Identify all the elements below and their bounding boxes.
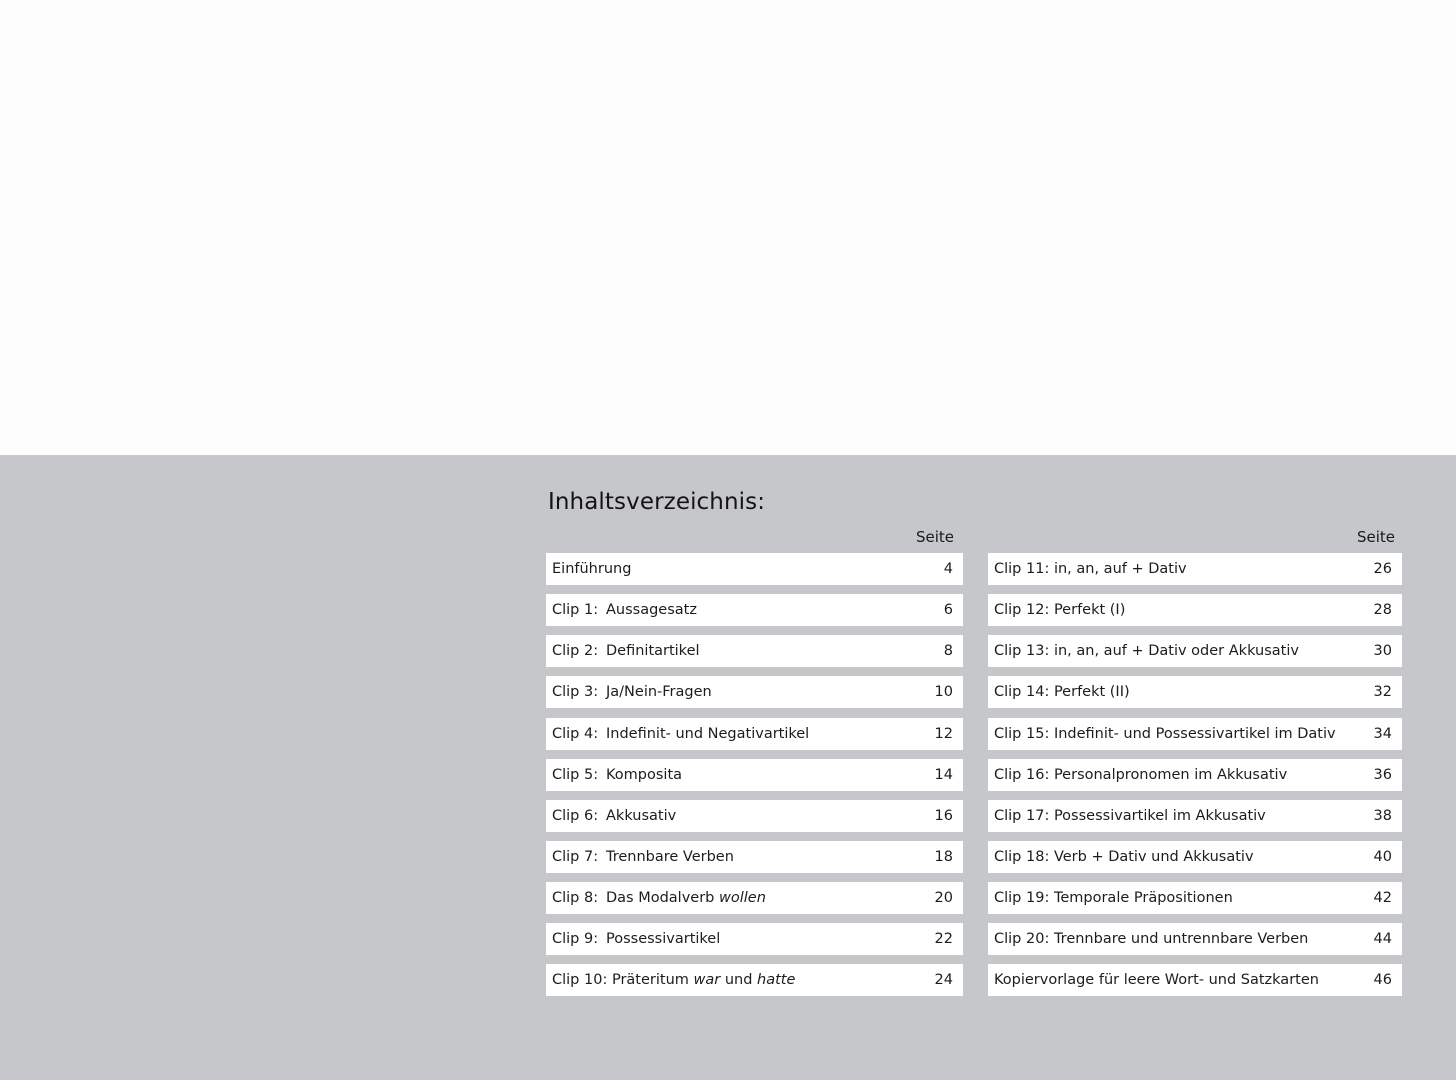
seite-label-right: Seite xyxy=(1357,528,1396,546)
toc-entry-label-text: Trennbare und untrennbare Verben xyxy=(1053,931,1309,948)
toc-page-number: 8 xyxy=(943,643,953,660)
toc-clip-number: Clip 7: xyxy=(552,848,599,865)
toc-entry-label xyxy=(1049,684,1366,700)
toc-entry-label xyxy=(1049,602,1366,618)
toc-row[interactable] xyxy=(546,594,963,626)
toc-entry-label xyxy=(1049,643,1366,659)
toc-entry-label-text: in, an, auf + Dativ xyxy=(1053,561,1187,577)
toc-page-number: 40 xyxy=(1373,848,1392,865)
toc-entry-label: Trennbare Verben xyxy=(606,848,734,865)
toc-row[interactable] xyxy=(988,676,1402,708)
toc-entry-label xyxy=(1049,931,1366,947)
toc-row[interactable] xyxy=(988,718,1402,750)
toc-row[interactable] xyxy=(546,676,963,708)
toc-entry-label xyxy=(1049,726,1366,742)
toc-page-number: 6 xyxy=(943,602,953,619)
seite-label-left: Seite xyxy=(916,528,955,546)
toc-row[interactable] xyxy=(988,635,1402,667)
toc-page-number: 36 xyxy=(1373,766,1392,783)
toc-entry-label-text: und xyxy=(720,972,758,989)
toc-entry-label-text: Possessivartikel im Akkusativ xyxy=(1053,807,1266,824)
toc-row[interactable] xyxy=(988,800,1402,832)
toc-clip-number: Clip 2: xyxy=(552,643,599,660)
toc-row[interactable] xyxy=(546,635,963,667)
toc-entry-label xyxy=(1049,849,1366,865)
toc-clip-number: Clip 17: xyxy=(994,807,1050,824)
toc-page-number: 4 xyxy=(943,561,953,577)
toc-page-number: 44 xyxy=(1373,931,1392,948)
toc-row[interactable] xyxy=(988,841,1402,873)
toc-clip-number: Clip 4: xyxy=(552,725,599,742)
toc-page-number: 38 xyxy=(1373,807,1392,824)
toc-row[interactable] xyxy=(546,841,963,873)
toc-entry-label-italic: war xyxy=(693,972,721,989)
toc-row[interactable] xyxy=(546,800,963,832)
toc-clip-number: Clip 16: xyxy=(994,766,1050,783)
toc-clip-number: Clip 19: xyxy=(994,890,1050,907)
toc-clip-number: Clip 1: xyxy=(552,602,599,619)
toc-entry-label-italic: wollen xyxy=(719,890,766,907)
toc-page-number: 20 xyxy=(934,890,953,907)
toc-row[interactable] xyxy=(988,759,1402,791)
toc-clip-number: Clip 20: xyxy=(994,931,1050,948)
toc-entry-label-text: Temporale Präpositionen xyxy=(1053,890,1233,907)
toc-page-number: 16 xyxy=(934,807,953,824)
toc-page-number: 18 xyxy=(934,848,953,865)
toc-entry-label: Komposita xyxy=(606,766,683,783)
toc-entry-label: Indefinit- und Negativartikel xyxy=(606,725,810,742)
toc-clip-number: Clip 18: xyxy=(994,848,1050,865)
toc-clip-number: Clip 9: xyxy=(552,931,599,948)
toc-entry-label-text: Perfekt (II) xyxy=(1053,684,1130,701)
toc-clip-number: Clip 6: xyxy=(552,807,599,824)
toc-entry-label-text: Personalpronomen im Akkusativ xyxy=(1053,766,1288,783)
toc-entry-label-text: Verb + Dativ und Akkusativ xyxy=(1053,848,1254,865)
toc-clip-number: Clip 15: xyxy=(994,725,1050,742)
toc-page-number: 12 xyxy=(934,725,953,742)
toc-entry-label: Definitartikel xyxy=(606,643,700,660)
toc-entry-label xyxy=(1049,767,1366,783)
toc-entry-label-text: Das Modalverb xyxy=(606,890,719,907)
toc-row[interactable] xyxy=(988,923,1402,955)
toc-column-left xyxy=(546,553,963,1006)
toc-page-number: 24 xyxy=(934,972,953,989)
toc-entry-label xyxy=(607,972,927,988)
toc-entry-label-text: in, an, auf + Dativ oder Akkusativ xyxy=(1053,643,1299,660)
toc-clip-number: Clip 11: xyxy=(994,561,1050,577)
toc-page-number: 22 xyxy=(934,931,953,948)
toc-row[interactable] xyxy=(546,553,963,585)
toc-page-number: 42 xyxy=(1373,890,1392,907)
toc-row[interactable] xyxy=(988,882,1402,914)
toc-entry-label: Possessivartikel xyxy=(606,931,721,948)
toc-page-number: 30 xyxy=(1373,643,1392,660)
toc-clip-number: Clip 3: xyxy=(552,684,599,701)
toc-page-number: 46 xyxy=(1373,972,1392,989)
toc-entry-label-text: Indefinit- und Possessivartikel im Dativ xyxy=(1053,725,1336,742)
toc-entry-label: Kopiervorlage für leere Wort- und Satzkarten xyxy=(994,972,1319,989)
toc-entry-label xyxy=(606,890,927,906)
toc-page-number: 34 xyxy=(1373,725,1392,742)
toc-row[interactable] xyxy=(988,553,1402,585)
toc-entry-label xyxy=(1049,890,1366,906)
toc-page-number: 32 xyxy=(1373,684,1392,701)
toc-row[interactable] xyxy=(546,964,963,996)
toc-clip-number: Clip 8: xyxy=(552,890,599,907)
toc-clip-number: Clip 10: xyxy=(552,972,608,989)
toc-entry-label-text: Perfekt (I) xyxy=(1053,602,1126,619)
toc-entry-label-italic: hatte xyxy=(757,972,796,989)
toc-clip-number: Clip 13: xyxy=(994,643,1050,660)
toc-page-number: 28 xyxy=(1373,602,1392,619)
toc-page-number: 26 xyxy=(1373,561,1392,577)
toc-entry-label: Aussagesatz xyxy=(606,602,697,619)
toc-entry-label: Akkusativ xyxy=(606,807,677,824)
toc-entry-label xyxy=(1049,808,1366,824)
toc-row[interactable] xyxy=(546,759,963,791)
toc-entry-label: Einführung xyxy=(552,561,632,577)
toc-clip-number: Clip 12: xyxy=(994,602,1050,619)
toc-row[interactable] xyxy=(546,718,963,750)
toc-row[interactable] xyxy=(988,964,1402,996)
toc-page-number: 14 xyxy=(934,766,953,783)
toc-page-number: 10 xyxy=(934,684,953,701)
toc-entry-label-text: Präteritum xyxy=(611,972,694,989)
toc-entry-label: Ja/Nein-Fragen xyxy=(606,684,712,701)
toc-row[interactable] xyxy=(546,923,963,955)
toc-clip-number: Clip 14: xyxy=(994,684,1050,701)
toc-clip-number: Clip 5: xyxy=(552,766,599,783)
blank-page-area xyxy=(0,0,1456,455)
toc-row[interactable] xyxy=(546,882,963,914)
toc-title: Inhaltsverzeichnis: xyxy=(548,489,766,515)
toc-row[interactable] xyxy=(988,594,1402,626)
toc-entry-label xyxy=(1049,561,1366,577)
toc-column-right xyxy=(988,553,1402,1006)
